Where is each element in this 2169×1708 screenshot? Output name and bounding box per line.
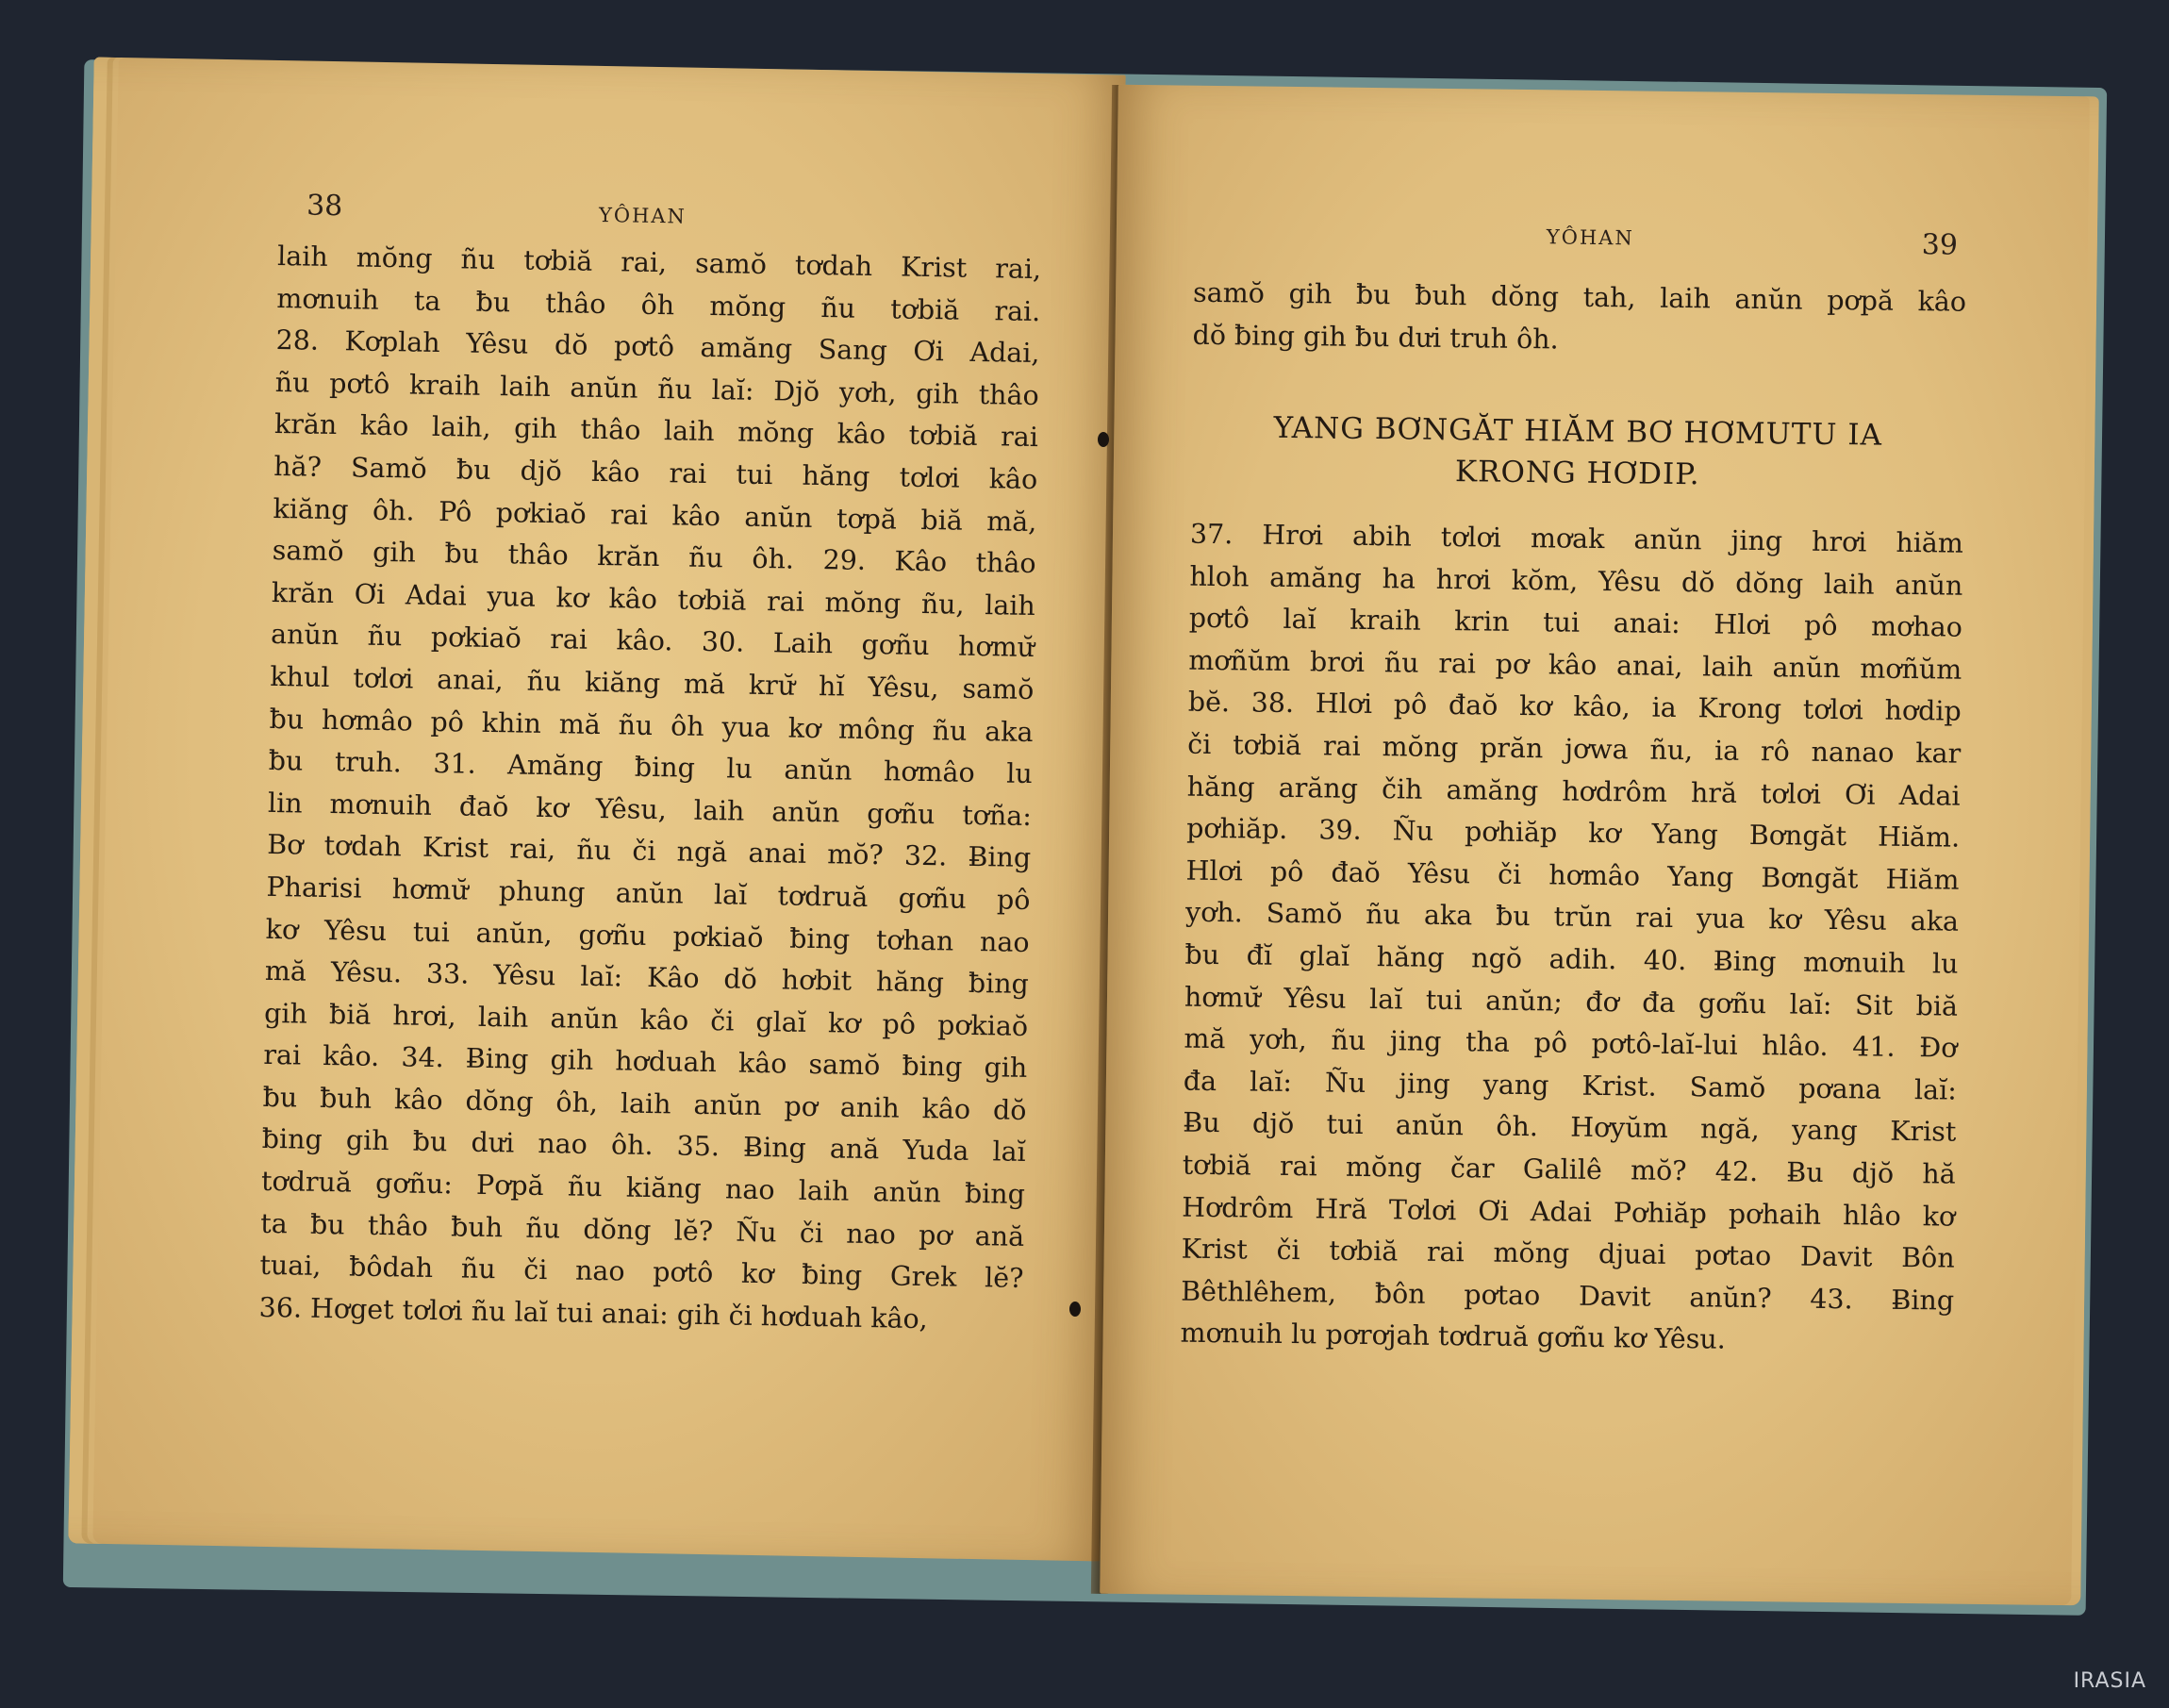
- text-line: đa laĭ: Ñu jing yang Krist. Samŏ pơana laĭ:: [1183, 1065, 1958, 1106]
- text-line: mơñŭm brơi ñu rai pơ kâo anai, laih anŭn mơñŭm: [1188, 644, 1962, 686]
- section-heading-line: YANG BƠNGĂT HIĂM BƠ HƠMUTU IA: [1273, 410, 1883, 453]
- text-line: pơtô laĭ kraih krin tui anai: Hlơi pô mơhao: [1188, 602, 1963, 643]
- running-head-left: YÔHAN: [598, 203, 687, 228]
- text-line: lin mơnuih đaŏ kơ Yêsu, laih anŭn gơñu tơña:: [267, 787, 1033, 832]
- text-line: hơmư̆ Yêsu laĭ tui anŭn; đơ đa gơñu laĭ: Sit biă: [1184, 981, 1959, 1022]
- text-line: kiăng ôh. Pô pơkiaŏ rai kâo anŭn tơpă biă mă,: [273, 492, 1037, 538]
- page-number-right: 39: [1921, 228, 1959, 262]
- text-line: mơnuih ta ƀu thâo ôh mŏng ñu tơbiă rai.: [276, 282, 1041, 327]
- text-line: Pharisi hơmư̆ phung anŭn laĭ tơdruă gơñu pô: [266, 871, 1031, 916]
- text-line: anŭn ñu pơkiaŏ rai kâo. 30. Laih gơñu hơmư̆: [270, 619, 1035, 664]
- text-line: hloh amăng ha hrơi kŏm, Yêsu dŏ dŏng laih anŭn: [1189, 560, 1963, 602]
- text-line: Bêthlêhem, ƀôn pơtao Davit anŭn? 43. Ƀing: [1180, 1275, 1955, 1317]
- left-page: [68, 58, 1125, 1562]
- text-line: mơnuih lu pơrơjah tơdruă gơñu kơ Yêsu.: [1180, 1317, 1726, 1355]
- text-line: Hơdrôm Hră Tơlơi Ơi Adai Pơhiăp pơhaih hlâo kơ: [1182, 1191, 1956, 1233]
- text-line: gih ƀiă hrơi, laih anŭn kâo či glaĭ kơ pô pơkiaŏ: [263, 997, 1029, 1042]
- text-line: ƀu truh. 31. Amăng ƀing lu anŭn hơmâo lu: [268, 745, 1034, 790]
- page-number-left: 38: [306, 189, 343, 224]
- text-line: tơdruă gơñu: Pơpă ñu kiăng nao laih anŭn ƀing: [260, 1165, 1026, 1211]
- text-line: bĕ. 38. Hlơi pô đaŏ kơ kâo, ia Krong tơlơi hơdip: [1187, 687, 1962, 728]
- text-line: tuai, ƀôdah ñu či nao pơtô kơ ƀing Grek lĕ?: [259, 1250, 1024, 1295]
- left-page-text: [258, 236, 1041, 1342]
- section-heading-line: KRONG HƠDIP.: [1454, 455, 1700, 492]
- text-line: rai kâo. 34. Ƀing gih hơduah kâo samŏ ƀing gih: [263, 1039, 1028, 1085]
- text-line: dŏ ƀing gih ƀu dưi truh ôh.: [1192, 319, 1559, 356]
- text-line: samŏ gih ƀu thâo krăn ñu ôh. 29. Kâo thâo: [272, 535, 1036, 580]
- text-line: hă? Samŏ ƀu djŏ kâo rai tui hăng tơlơi kâo: [273, 450, 1038, 496]
- text-line: samŏ gih ƀu ƀuh dŏng tah, laih anŭn pơpă kâo: [1192, 276, 1967, 318]
- binding-hole-top: [1098, 432, 1109, 447]
- text-line: kơ Yêsu tui anŭn, gơñu pơkiaŏ ƀing tơhan nao: [265, 913, 1030, 958]
- text-line: ƀu ƀuh kâo dŏng ôh, laih anŭn pơ anih kâo dŏ: [262, 1081, 1027, 1126]
- text-line: 28. Kơplah Yêsu dŏ pơtô amăng Sang Ơi Adai,: [275, 324, 1040, 370]
- text-line: ta ƀu thâo ƀuh ñu dŏng lĕ? Ñu či nao pơ ană: [259, 1207, 1025, 1252]
- right-page-text: [1180, 514, 1963, 1365]
- section-heading: [1191, 406, 1965, 499]
- text-line: ƀing gih ƀu dưi nao ôh. 35. Ƀing ană Yuda laĭ: [261, 1123, 1027, 1169]
- running-head-right: YÔHAN: [1546, 225, 1634, 250]
- text-line: tơbiă rai mŏng čar Galilê mŏ? 42. Ƀu djŏ hă: [1182, 1149, 1956, 1190]
- text-line: yơh. Samŏ ñu aka ƀu trŭn rai yua kơ Yêsu aka: [1184, 896, 1960, 938]
- watermark: IRASIA: [2073, 1669, 2146, 1693]
- text-line: pơhiăp. 39. Ñu pơhiăp kơ Yang Bơngăt Hiăm.: [1185, 812, 1961, 854]
- text-line: 36. Hơget tơlơi ñu laĭ tui anai: gih či hơduah kâo,: [258, 1291, 929, 1335]
- text-line: laih mŏng ñu tơbiă rai, samŏ tơdah Krist rai,: [276, 240, 1042, 286]
- text-line: mă Yêsu. 33. Yêsu laĭ: Kâo dŏ hơbit hăng ƀing: [264, 954, 1030, 1001]
- text-line: ñu pơtô kraih laih anŭn ñu laĭ: Djŏ yơh, gih thâo: [274, 366, 1040, 411]
- binding-hole-bottom: [1069, 1302, 1081, 1317]
- right-page: [1100, 85, 2098, 1606]
- text-line: 37. Hrơi abih tơlơi mơak anŭn jing hrơi hiăm: [1189, 518, 1964, 559]
- text-line: krăn kâo laih, gih thâo laih mŏng kâo tơbiă rai: [273, 408, 1039, 454]
- right-page-lead-text: [1192, 273, 1966, 366]
- text-line: ƀu đĭ glaĭ hăng ngŏ adih. 40. Ƀing mơnuih lu: [1184, 938, 1959, 980]
- text-line: khul tơlơi anai, ñu kiăng mă krư̆ hĭ Yêsu, samŏ: [270, 660, 1035, 706]
- text-line: hăng arăng čih amăng hơdrôm hră tơlơi Ơi Adai: [1186, 771, 1961, 812]
- text-line: ƀu hơmâo pô khin mă ñu ôh yua kơ mông ñu aka: [269, 703, 1034, 748]
- text-line: Krist či tơbiă rai mŏng djuai pơtao Davit Bôn: [1181, 1233, 1955, 1274]
- text-line: či tơbiă rai mŏng prăn jơwa ñu, ia rô nanao kar: [1187, 728, 1962, 770]
- text-line: Hlơi pô đaŏ Yêsu či hơmâo Yang Bơngăt Hiăm: [1185, 854, 1960, 896]
- text-line: Ƀu djŏ tui anŭn ôh. Hơyŭm ngă, yang Krist: [1183, 1106, 1957, 1148]
- text-line: mă yơh, ñu jing tha pô pơtô-laĭ-lui hlâo. 41. Đơ: [1184, 1022, 1958, 1064]
- text-line: krăn Ơi Adai yua kơ kâo tơbiă rai mŏng ñu, laih: [271, 576, 1036, 622]
- text-line: Bơ tơdah Krist rai, ñu či ngă anai mŏ? 32. Ƀing: [267, 829, 1032, 874]
